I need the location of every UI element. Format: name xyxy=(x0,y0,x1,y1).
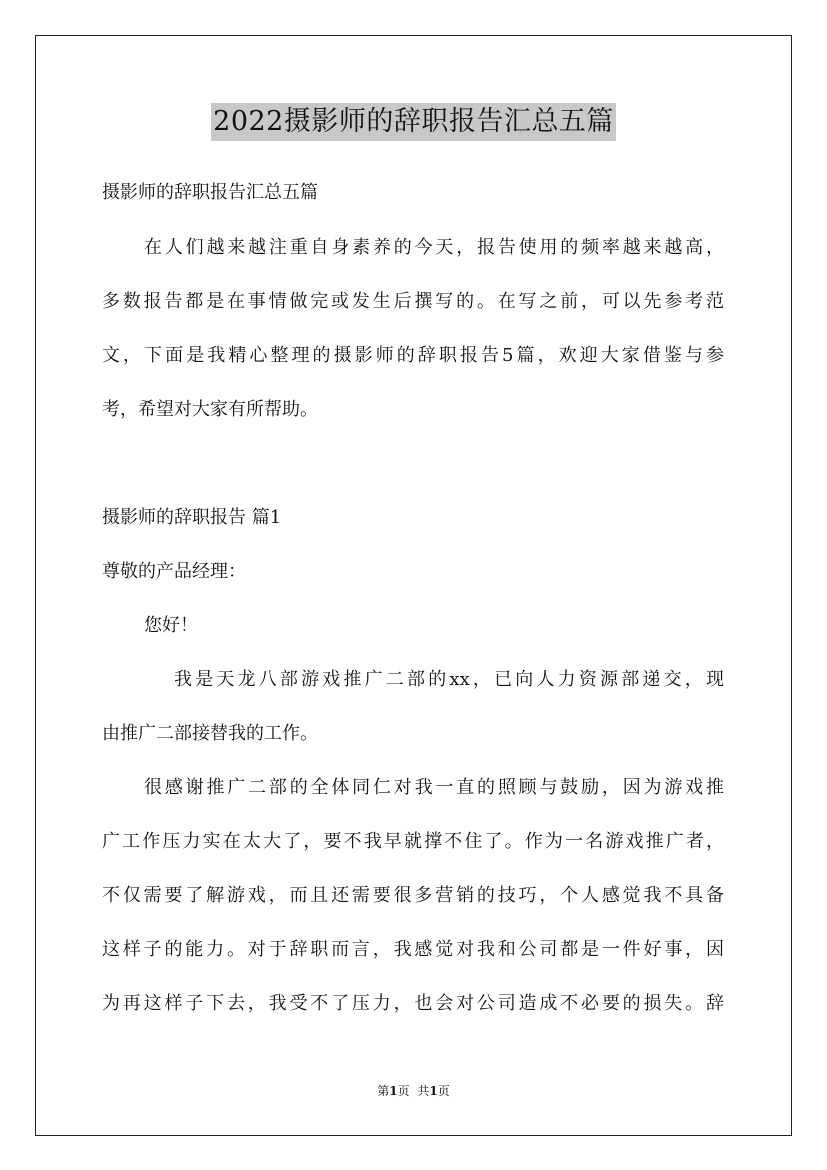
page-current: 1 xyxy=(389,1084,398,1098)
title-container xyxy=(0,103,827,141)
greeting: 您好！ xyxy=(144,615,198,636)
intro-line: 考，希望对大家有所帮助。 xyxy=(102,399,318,420)
page-suffix: 页 xyxy=(397,1084,410,1098)
salutation: 尊敬的产品经理： xyxy=(102,561,246,582)
intro-line: 多数报告都是在事情做完或发生后撰写的。在写之前，可以先参考范 xyxy=(102,291,724,312)
body-line: 广工作压力实在太大了，要不我早就撑不住了。作为一名游戏推广者， xyxy=(102,831,724,852)
body-line: 为再这样子下去，我受不了压力，也会对公司造成不必要的损失。辞 xyxy=(102,993,724,1014)
document-title: 2022摄影师的辞职报告汇总五篇 xyxy=(211,103,616,141)
body-line: 我是天龙八部游戏推广二部的xx，已向人力资源部递交，现 xyxy=(174,669,724,690)
page-footer xyxy=(0,1083,827,1099)
document-subtitle: 摄影师的辞职报告汇总五篇 xyxy=(102,182,318,203)
total-suffix: 页 xyxy=(437,1084,450,1098)
body-line: 不仅需要了解游戏，而且还需要很多营销的技巧，个人感觉我不具备 xyxy=(102,885,724,906)
section-heading: 摄影师的辞职报告 篇1 xyxy=(102,507,282,528)
intro-line: 文，下面是我精心整理的摄影师的辞职报告5篇，欢迎大家借鉴与参 xyxy=(102,345,724,366)
body-line: 由推广二部接替我的工作。 xyxy=(102,723,318,744)
page-prefix: 第 xyxy=(377,1084,390,1098)
body-line: 很感谢推广二部的全体同仁对我一直的照顾与鼓励，因为游戏推 xyxy=(144,777,724,798)
total-prefix: 共 xyxy=(417,1084,430,1098)
body-line: 这样子的能力。对于辞职而言，我感觉对我和公司都是一件好事，因 xyxy=(102,939,724,960)
total-pages: 1 xyxy=(429,1084,438,1098)
intro-line: 在人们越来越注重自身素养的今天，报告使用的频率越来越高， xyxy=(144,237,724,258)
